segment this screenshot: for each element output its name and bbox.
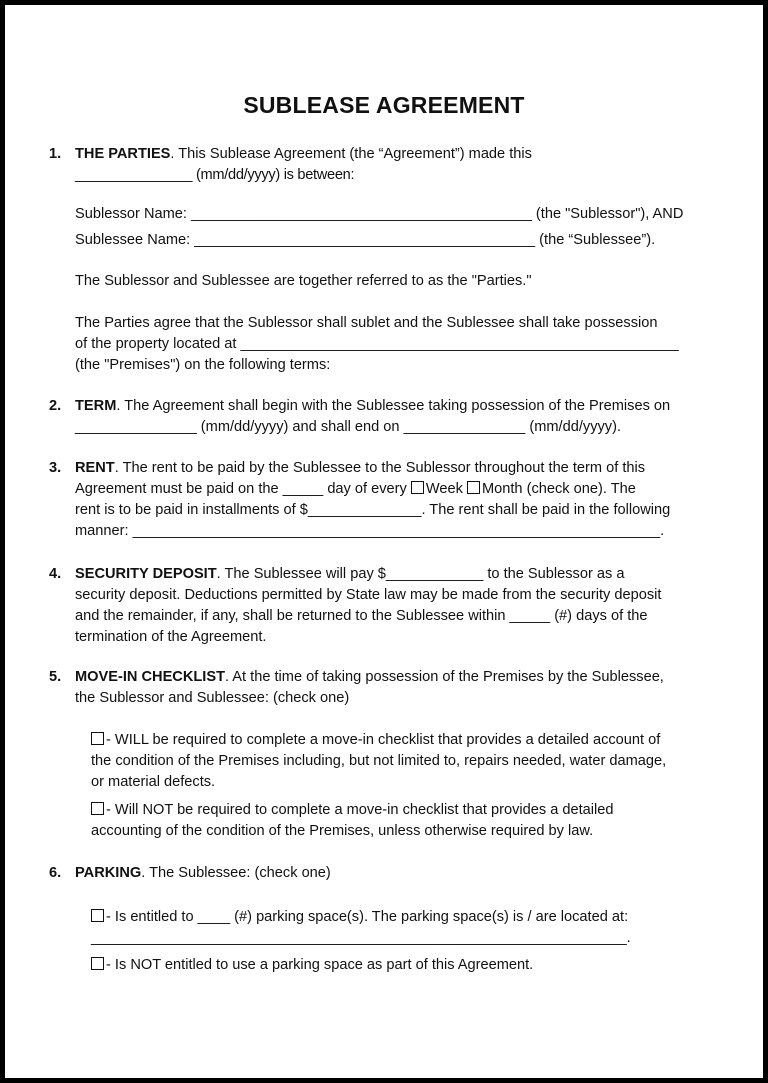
section-parking: PARKING. The Sublessee: (check one)	[75, 865, 331, 881]
section-move-in-checklist: MOVE-IN CHECKLIST. At the time of taking possession of the Premises by the Sublessee, the Sublessor and Sublessee: (check one)	[75, 669, 664, 706]
section-heading-rent: RENT	[75, 460, 115, 476]
section-number-2: 2.	[49, 398, 62, 414]
section-number-4: 4.	[49, 566, 62, 582]
parties-definition: The Sublessor and Sublessee are together referred to as the "Parties."	[75, 273, 532, 289]
checklist-option-will: - WILL be required to complete a move-in checklist that provides a detailed account of the condition of the Premises including, but not limited to, repairs needed, water damage, or material defects.	[91, 732, 667, 790]
section-number-1: 1.	[49, 146, 62, 162]
section-number-3: 3.	[49, 460, 62, 476]
section-parties: THE PARTIES. This Sublease Agreement (the “Agreement”) made this _______________ (mm/dd/yyyy) is between:	[75, 146, 532, 183]
section-number-5: 5.	[49, 669, 62, 685]
section-heading-parties: THE PARTIES	[75, 146, 171, 162]
checklist-option-will-not: - Will NOT be required to complete a move-in checklist that provides a detailed accounting of the condition of the Premises, unless otherwise required by law.	[91, 802, 614, 839]
section-heading-move-in-checklist: MOVE-IN CHECKLIST	[75, 669, 225, 685]
parking-option-not-entitled: - Is NOT entitled to use a parking space as part of this Agreement.	[91, 955, 533, 976]
section-heading-security-deposit: SECURITY DEPOSIT	[75, 566, 217, 582]
document-page	[5, 5, 763, 1078]
section-heading-parking: PARKING	[75, 865, 142, 881]
document-title: SUBLEASE AGREEMENT	[243, 92, 525, 118]
checkbox-week[interactable]	[411, 481, 424, 494]
section-number-6: 6.	[49, 865, 62, 881]
sublessee-name-line: Sublessee Name: __________________________________________ (the “Sublessee”).	[75, 232, 656, 248]
checkbox-parking-entitled[interactable]	[91, 909, 104, 922]
sublessor-name-line: Sublessor Name: __________________________________________ (the "Sublessor"), AND	[75, 206, 684, 222]
checkbox-month[interactable]	[467, 481, 480, 494]
parking-option-entitled: - Is entitled to ____ (#) parking space(s). The parking space(s) is / are located at: __________________________________________________________________.	[91, 909, 631, 946]
section-rent: RENT. The rent to be paid by the Sublessee to the Sublessor throughout the term of this Agreement must be paid on the _____ day of every Week Month (check one). The rent is to be paid in installments of $______________. The rent shall be paid in the following manner: _________________________________________________________________.	[75, 460, 671, 539]
checkbox-will-required[interactable]	[91, 732, 104, 745]
section-security-deposit: SECURITY DEPOSIT. The Sublessee will pay $____________ to the Sublessor as a security deposit. Deductions permitted by State law may be made from the security deposit and the remainder, if any, shall be returned to the Sublessee within _____ (#) days of the termination of the Agreement.	[75, 566, 662, 645]
section-heading-term: TERM	[75, 398, 117, 414]
premises-paragraph: The Parties agree that the Sublessor shall sublet and the Sublessee shall take possession of the property located at ______________________________________________________ (the "Premises") on the following terms:	[75, 315, 679, 373]
checkbox-parking-not-entitled[interactable]	[91, 957, 104, 970]
checkbox-will-not-required[interactable]	[91, 802, 104, 815]
section-term: TERM. The Agreement shall begin with the Sublessee taking possession of the Premises on _______________ (mm/dd/yyyy) and shall end on _______________ (mm/dd/yyyy).	[75, 398, 671, 435]
